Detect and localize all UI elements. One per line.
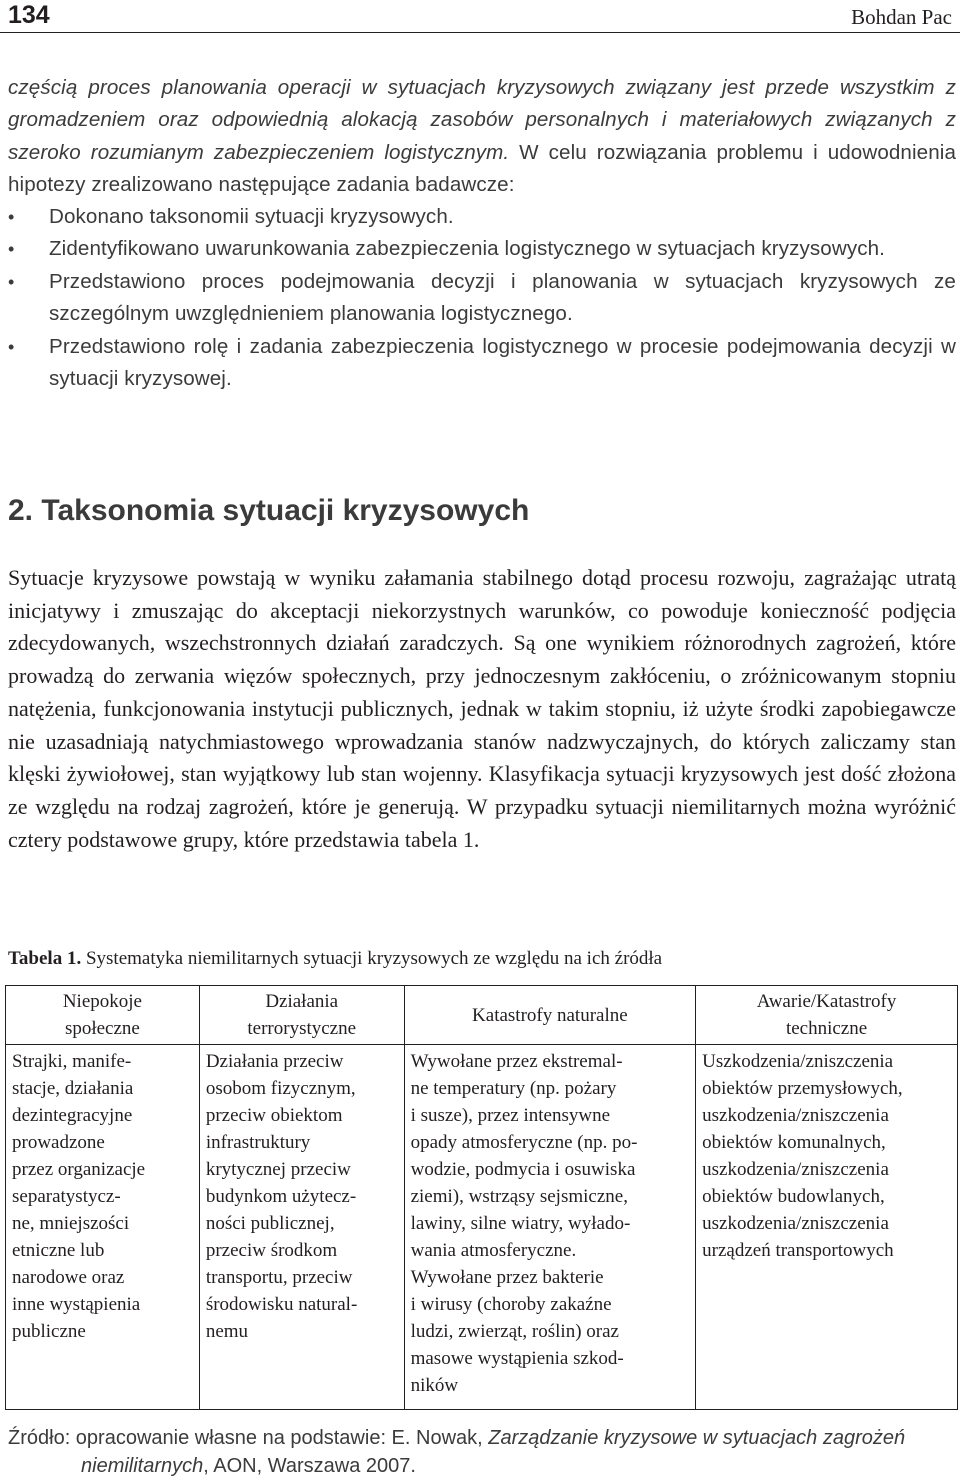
list-item: [8, 266, 956, 331]
intro-italic-text: częścią proces planowania operacji w sytuacjach kryzysowych związany jest przede wszystkim z gromadzeniem oraz odpowiednią alokacją zasobów personalnych i materiałowych związanych z szeroko rozumianym zabezpieczeniem logistycznym.: [8, 76, 956, 164]
table-cell: Wywołane przez ekstremal- ne temperatury (np. pożary i susze), przez intensywne opady atmosferyczne (np. po- wodzie, podmycia i osuwiska ziemi), wstrząsy sejsmiczne, lawiny, silne wiatry, wyłado- wania atmosferyczne. Wywołane przez bakterie i wirusy (choroby zakaźne ludzi, zwierząt, roślin) oraz masowe wystąpienia szkod- ników: [404, 1045, 696, 1410]
source-note: [8, 1424, 956, 1480]
intro-normal-text: W celu rozwiązania problemu i udowodnienia hipotezy zrealizowano następujące zadania badawcze:: [8, 140, 956, 197]
table-cell: Działania przeciw osobom fizycznym, przeciw obiektom infrastruktury krytycznej przeciw budynkom użytecz- ności publicznej, przeciw środkom transportu, przeciw środowisku natural- nemu: [199, 1045, 404, 1410]
body-paragraph: Sytuacje kryzysowe powstają w wyniku załamania stabilnego dotąd procesu rozwoju, zagrażając utratą inicjatywy i zmuszając do akceptacji niekorzystnych warunków, co powoduje konieczność podjęcia zdecydowanych, wszechstronnych działań zaradczych. Są one wynikiem różnorodnych zagrożeń, które prowadzą do zerwania więzów społecznych, przy jednoczesnym zakłóceniu, o zróżnicowanym stopniu natężenia, funkcjonowania instytucji publicznych, jednak w takim stopniu, iż użyte środki zapobiegawcze nie uzasadniają natychmiastowego wprowadzania stanów nadzwyczajnych, do których zaliczamy stan klęski żywiołowej, stan wyjątkowy lub stan wojenny. Klasyfikacja sytuacji kryzysowych jest dość złożona ze względu na rodzaj zagrożeń, które je generują. W przypadku sytuacji niemilitarnych można wyróżnić cztery podstawowe grupy, które przedstawia tabela 1.: [8, 565, 956, 852]
table-row: [6, 1045, 958, 1410]
bullet-icon: •: [8, 336, 15, 357]
table-caption: [8, 946, 662, 972]
list-item: [8, 233, 956, 265]
table-header-cell: Niepokoje społeczne: [6, 986, 200, 1045]
source-line-2: [8, 1452, 956, 1480]
running-head-author: Bohdan Pac: [851, 5, 952, 29]
classification-table: [5, 985, 958, 1410]
bullet-icon: •: [8, 239, 15, 260]
table-header-cell: Awarie/Katastrofy techniczne: [696, 986, 958, 1045]
source-suffix: , AON, Warszawa 2007.: [203, 1455, 416, 1477]
bullet-icon: •: [8, 271, 15, 292]
list-item-text: Przedstawiono proces podejmowania decyzji i planowania w sytuacjach kryzysowych ze szczególnym uwzględnieniem planowania logistycznego.: [49, 269, 956, 326]
table-cell: Strajki, manife- stacje, działania dezintegracyjne prowadzone przez organizacje separatystycz- ne, mniejszości etniczne lub narodowe oraz inne wystąpienia publiczne: [6, 1045, 200, 1410]
bullet-icon: •: [8, 207, 15, 227]
source-title-part-2: niemilitarnych: [81, 1455, 204, 1477]
table-header-cell: Działania terrorystyczne: [199, 986, 404, 1045]
research-tasks-list: [8, 201, 956, 395]
source-title-part-1: Zarządzanie kryzysowe w sytuacjach zagrożeń: [488, 1427, 906, 1449]
section-heading: 2. Taksonomia sytuacji kryzysowych: [8, 494, 530, 527]
table-caption-label: Tabela 1.: [8, 948, 82, 969]
table-cell: Uszkodzenia/zniszczenia obiektów przemysłowych, uszkodzenia/zniszczenia obiektów komunalnych, uszkodzenia/zniszczenia obiektów budowlanych, uszkodzenia/zniszczenia urządzeń transportowych: [696, 1045, 958, 1410]
table-caption-text: Systematyka niemilitarnych sytuacji kryzysowych ze względu na ich źródła: [81, 948, 663, 969]
page-number: 134: [8, 1, 50, 29]
table-header-row: [6, 986, 958, 1045]
list-item: [8, 331, 956, 396]
intro-paragraph: [8, 72, 956, 202]
source-prefix: Źródło: opracowanie własne na podstawie: E. Nowak,: [8, 1427, 489, 1449]
list-item-text: Przedstawiono rolę i zadania zabezpieczenia logistycznego w procesie podejmowania decyzji w sytuacji kryzysowej.: [49, 334, 956, 391]
table-header-cell: Katastrofy naturalne: [404, 986, 696, 1045]
page-header: [0, 0, 960, 33]
list-item-text: Dokonano taksonomii sytuacji kryzysowych.: [49, 205, 454, 228]
list-item-text: Zidentyfikowano uwarunkowania zabezpieczenia logistycznego w sytuacjach kryzysowych.: [49, 237, 885, 261]
list-item: [8, 201, 956, 233]
